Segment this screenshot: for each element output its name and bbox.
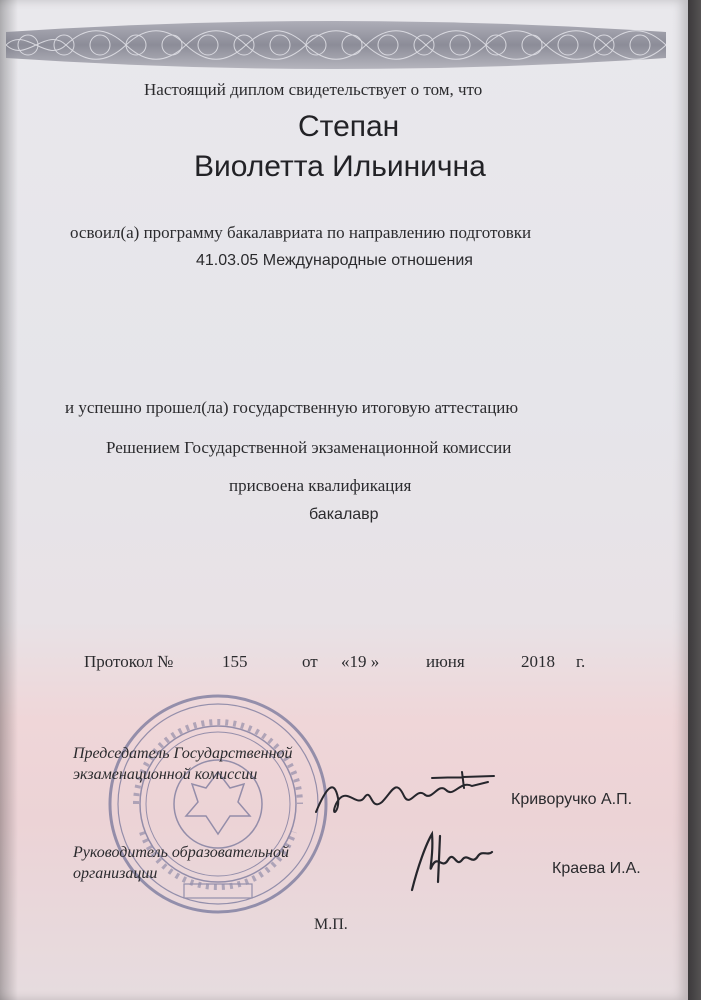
protocol-year: 2018 — [521, 652, 555, 671]
graduate-given-names: Виолетта Ильинична — [194, 150, 486, 183]
intro-text: Настоящий диплом свидетельствует о том, что — [144, 80, 483, 99]
chair-signature — [312, 768, 502, 824]
protocol-day: «19 » — [341, 652, 380, 671]
organization-head-title: Руководитель образовательной организации — [73, 844, 290, 882]
program-text: освоил(а) программу бакалавриата по направлению подготовки — [70, 223, 532, 242]
qualification-value: бакалавр — [309, 506, 379, 523]
protocol-label: Протокол № — [84, 652, 174, 671]
qualification-assigned-text: присвоена квалификация — [229, 476, 412, 495]
seal-place-mark: М.П. — [314, 916, 348, 933]
graduate-surname: Степан — [298, 110, 400, 143]
attestation-text: и успешно прошел(ла) государственную итоговую аттестацию — [65, 398, 519, 417]
head-signature — [402, 826, 498, 896]
protocol-year-suffix: г. — [576, 652, 586, 671]
cover-edge — [688, 0, 701, 1000]
organization-head-name: Краева И.А. — [552, 860, 641, 877]
guilloche-ornament-band — [6, 14, 666, 76]
protocol-month: июня — [426, 652, 465, 671]
protocol-number: 155 — [222, 652, 248, 671]
commission-chair-name: Криворучко А.П. — [511, 791, 633, 808]
page-fold-shadow — [0, 0, 18, 1000]
study-direction: 41.03.05 Международные отношения — [196, 252, 473, 269]
protocol-date-prefix: от — [302, 652, 318, 671]
commission-decision-text: Решением Государственной экзаменационной комиссии — [106, 438, 512, 457]
commission-chair-title: Председатель Государственной экзаменационной комиссии — [73, 745, 293, 783]
